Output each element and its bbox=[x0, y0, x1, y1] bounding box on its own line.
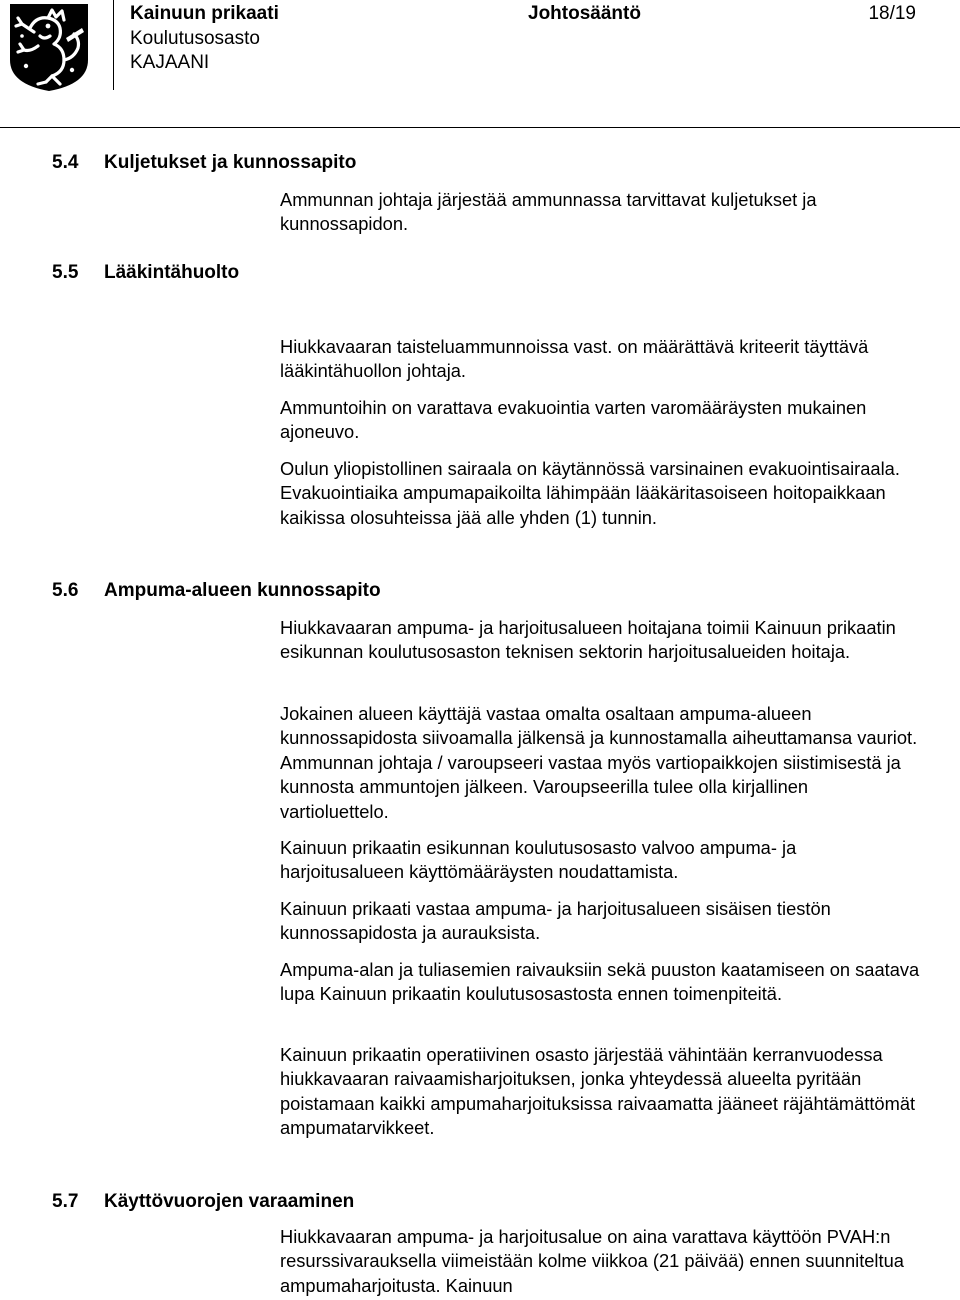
section-heading-5-5 bbox=[52, 261, 239, 285]
document-title: Johtosääntö bbox=[528, 3, 641, 24]
paragraph: Oulun yliopistollinen sairaala on käytännössä varsinainen evakuointisairaala. Evakuointiaika ampumapaikoilta lähimpään lääkäritasoiseen hoitopaikkaan kaikissa olosuhteissa jää alle yhden (1) tunnin. bbox=[280, 458, 900, 528]
org-department: Koulutusosasto bbox=[130, 27, 260, 49]
section-title: Lääkintähuolto bbox=[104, 262, 240, 283]
paragraph: Kainuun prikaatin operatiivinen osasto järjestää vähintään kerranvuodessa hiukkavaaran raivaamisharjoituksen, jonka yhteydessä alueelta pyritään poistamaan kaikki ampumaharjoituksissa raivaamatta jääneet räjähtämättömät ampumatarvikkeet. bbox=[280, 1044, 916, 1139]
header-divider bbox=[113, 0, 114, 90]
section-heading-5-4 bbox=[52, 151, 356, 175]
section-heading-5-7 bbox=[52, 1190, 354, 1214]
organization-block bbox=[130, 2, 279, 76]
page-number: 18/19 bbox=[868, 3, 916, 24]
paragraph: Hiukkavaaran ampuma- ja harjoitusalue on aina varattava käyttöön PVAH:n resurssivarauksella viimeistään kolme viikkoa (21 päivää) ennen suunniteltua ampumaharjoitusta. Kainuun bbox=[280, 1226, 904, 1296]
section-heading-5-6 bbox=[52, 579, 381, 603]
section-title: Käyttövuorojen varaaminen bbox=[104, 1191, 355, 1212]
header-rule bbox=[0, 127, 960, 128]
paragraph: Hiukkavaaran taisteluammunnoissa vast. on määrättävä kriteerit täyttävä lääkintähuollon johtaja. bbox=[280, 336, 869, 382]
paragraph: Ammunnan johtaja järjestää ammunnassa tarvittavat kuljetukset ja kunnossapidon. bbox=[280, 189, 817, 235]
org-name: Kainuun prikaati bbox=[130, 3, 279, 24]
section-number: 5.5 bbox=[52, 262, 79, 283]
paragraph: Ampuma-alan ja tuliasemien raivauksiin sekä puuston kaatamiseen on saatava lupa Kainuun prikaatin koulutusosastosta ennen toimenpiteitä. bbox=[280, 959, 920, 1005]
paragraph: Jokainen alueen käyttäjä vastaa omalta osaltaan ampuma-alueen kunnossapidosta siivoamalla jälkensä ja kunnostamalla aiheuttamansa vauriot. Ammunnan johtaja / varoupseeri vastaa myös vartiopaikkojen siistimisestä ja kunnosta ammuntojen jälkeen. Varoupseerilla tulee olla kirjallinen vartioluettelo. bbox=[280, 703, 918, 822]
section-title: Kuljetukset ja kunnossapito bbox=[104, 152, 357, 173]
paragraph: Hiukkavaaran ampuma- ja harjoitusalueen hoitajana toimii Kainuun prikaatin esikunnan koulutusosaston teknisen sektorin harjoitusalueiden hoitaja. bbox=[280, 617, 896, 663]
section-number: 5.4 bbox=[52, 152, 79, 173]
section-number: 5.6 bbox=[52, 580, 79, 601]
paragraph: Kainuun prikaati vastaa ampuma- ja harjoitusalueen sisäisen tiestön kunnossapidosta ja aurauksista. bbox=[280, 898, 831, 944]
page-header bbox=[0, 0, 960, 128]
section-number: 5.7 bbox=[52, 1191, 79, 1212]
org-location: KAJAANI bbox=[130, 52, 210, 73]
finnish-lion-coat-of-arms-icon bbox=[8, 2, 90, 92]
paragraph: Ammuntoihin on varattava evakuointia varten varomääräysten mukainen ajoneuvo. bbox=[280, 397, 867, 443]
paragraph: Kainuun prikaatin esikunnan koulutusosasto valvoo ampuma- ja harjoitusalueen käyttömääräysten noudattamista. bbox=[280, 837, 797, 883]
section-title: Ampuma-alueen kunnossapito bbox=[104, 580, 381, 601]
